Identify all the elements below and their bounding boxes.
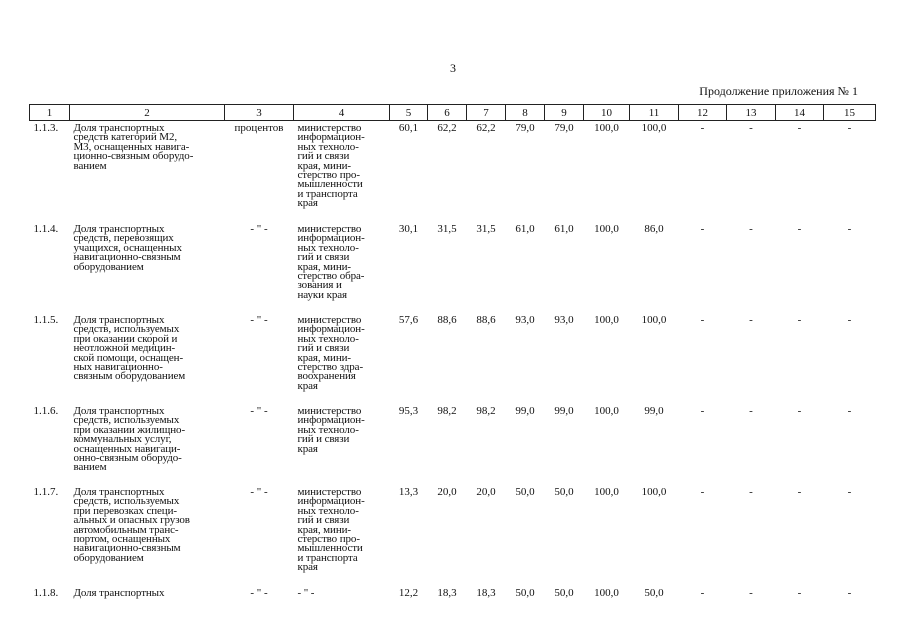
row-code: 1.1.3. <box>33 122 59 134</box>
indicator-value: 98,2 <box>437 405 457 417</box>
table-row <box>30 222 876 313</box>
unit-of-measure: - " - <box>250 405 268 417</box>
indicator-value: - <box>797 486 802 498</box>
indicator-value: 79,0 <box>554 122 574 134</box>
indicator-name: Доля транспортных средств, используемых при перевозках специ- альных и опасных грузов автомобильным транс- портом, оснащенных навигационно-связным оборудованием <box>73 486 190 564</box>
indicator-value: 100,0 <box>594 405 619 417</box>
unit-of-measure: процентов <box>234 122 284 134</box>
indicator-value: 31,5 <box>476 223 496 235</box>
indicator-value: 100,0 <box>641 314 667 326</box>
indicator-value: 61,0 <box>515 223 535 235</box>
table-row <box>30 485 876 586</box>
indicator-name: Доля транспортных средств, используемых при оказании скорой и неотложной медицин- ской помощи, оснащен- ных навигационно- связным оборудованием <box>73 314 186 383</box>
indicator-name: Доля транспортных средств, перевозящих учащихся, оснащенных навигационно-связным оборудованием <box>73 223 182 273</box>
indicator-value: - <box>797 223 802 235</box>
indicator-value: 99,0 <box>644 405 664 417</box>
indicator-value: - <box>847 405 852 417</box>
indicator-name: Доля транспортных <box>73 587 165 599</box>
indicator-value: - <box>700 587 705 599</box>
indicator-value: 88,6 <box>437 314 457 326</box>
page-number: 3 <box>450 61 456 75</box>
unit-of-measure: - " - <box>250 314 268 326</box>
indicator-value: 100,0 <box>594 223 619 235</box>
indicator-value: - <box>749 405 753 417</box>
indicator-value: - <box>797 314 802 326</box>
indicator-value: 100,0 <box>594 486 619 498</box>
indicator-value: 93,0 <box>554 314 574 326</box>
row-code: 1.1.7. <box>33 486 59 498</box>
table-row <box>30 313 876 404</box>
indicator-value: 100,0 <box>594 587 619 599</box>
indicator-value: 62,2 <box>476 122 496 134</box>
indicator-value: 100,0 <box>594 314 619 326</box>
responsible-executor: - " - <box>297 587 315 599</box>
column-header: 2 <box>70 105 225 121</box>
indicator-name: Доля транспортных средств категорий М2, М3, оснащенных навига- ционно-связным оборудо- ванием <box>73 122 194 172</box>
indicator-value: 61,0 <box>554 223 574 235</box>
indicator-value: 20,0 <box>437 486 457 498</box>
indicator-value: 100,0 <box>641 486 667 498</box>
indicator-value: - <box>700 122 705 134</box>
indicator-value: 50,0 <box>554 486 574 498</box>
column-header: 4 <box>294 105 390 121</box>
table-body <box>30 121 876 612</box>
responsible-executor: министерство информацион- ных техноло- гий и связи края, мини- стерство обра- зования и науки края <box>297 223 365 301</box>
column-header: 9 <box>545 105 584 121</box>
unit-of-measure: - " - <box>250 223 268 235</box>
appendix-continuation-note: Продолжение приложения № 1 <box>699 84 858 98</box>
column-header: 8 <box>506 105 545 121</box>
unit-of-measure: - " - <box>250 486 268 498</box>
indicator-value: - <box>847 314 852 326</box>
indicator-value: 86,0 <box>644 223 664 235</box>
indicator-value: 95,3 <box>398 405 419 417</box>
indicator-value: - <box>847 223 852 235</box>
indicator-value: - <box>847 122 852 134</box>
indicator-value: - <box>749 314 753 326</box>
column-header: 12 <box>679 105 727 121</box>
indicator-value: 12,2 <box>398 587 419 599</box>
indicators-table <box>29 104 876 611</box>
indicator-value: - <box>749 486 753 498</box>
indicator-value: - <box>749 223 753 235</box>
indicator-value: - <box>797 587 802 599</box>
column-header: 11 <box>630 105 679 121</box>
indicator-value: - <box>749 587 753 599</box>
indicator-value: 20,0 <box>476 486 496 498</box>
indicator-value: 18,3 <box>476 587 496 599</box>
responsible-executor: министерство информацион- ных техноло- гий и связи края <box>297 405 365 455</box>
column-header: 6 <box>428 105 467 121</box>
indicator-value: - <box>797 405 802 417</box>
column-header: 10 <box>584 105 630 121</box>
responsible-executor: министерство информацион- ных техноло- гий и связи края, мини- стерство про- мышленности и транспорта края <box>297 122 365 210</box>
table-header-row <box>30 105 876 121</box>
indicator-value: 13,3 <box>398 486 419 498</box>
indicator-value: 31,5 <box>437 223 457 235</box>
indicator-value: 50,0 <box>554 587 574 599</box>
indicator-value: 99,0 <box>515 405 535 417</box>
column-header: 15 <box>824 105 876 121</box>
column-header: 3 <box>225 105 294 121</box>
indicator-value: 50,0 <box>515 486 535 498</box>
table-row <box>30 404 876 485</box>
column-header: 5 <box>390 105 428 121</box>
column-header: 1 <box>30 105 70 121</box>
row-code: 1.1.6. <box>33 405 59 417</box>
row-code: 1.1.4. <box>33 223 59 235</box>
responsible-executor: министерство информацион- ных техноло- гий и связи края, мини- стерство про- мышленности и транспорта края <box>297 486 365 574</box>
column-header: 7 <box>467 105 506 121</box>
indicator-value: 93,0 <box>515 314 535 326</box>
column-header: 14 <box>776 105 824 121</box>
row-code: 1.1.5. <box>33 314 59 326</box>
indicator-value: 99,0 <box>554 405 574 417</box>
indicator-value: - <box>797 122 802 134</box>
indicator-value: 88,6 <box>476 314 496 326</box>
indicator-value: - <box>700 486 705 498</box>
indicator-value: 60,1 <box>398 122 419 134</box>
indicator-value: 100,0 <box>594 122 619 134</box>
indicator-value: 79,0 <box>515 122 535 134</box>
indicator-value: 62,2 <box>437 122 457 134</box>
indicator-value: 18,3 <box>437 587 457 599</box>
indicator-value: - <box>700 223 705 235</box>
indicator-value: - <box>749 122 753 134</box>
indicator-name: Доля транспортных средств, используемых при оказании жилищно- коммунальных услуг, оснащенных навигаци- онно-связным оборудо- ванием <box>73 405 186 474</box>
indicator-value: 100,0 <box>641 122 667 134</box>
indicator-value: - <box>847 587 852 599</box>
indicator-value: 57,6 <box>398 314 419 326</box>
indicator-value: - <box>847 486 852 498</box>
unit-of-measure: - " - <box>250 587 268 599</box>
indicator-value: 50,0 <box>644 587 664 599</box>
indicator-value: 98,2 <box>476 405 496 417</box>
responsible-executor: министерство информацион- ных техноло- гий и связи края, мини- стерство здра- воохранения края <box>297 314 365 392</box>
indicator-value: 30,1 <box>398 223 419 235</box>
column-header: 13 <box>727 105 776 121</box>
indicator-value: - <box>700 405 705 417</box>
indicator-value: - <box>700 314 705 326</box>
table-row <box>30 121 876 223</box>
row-code: 1.1.8. <box>33 587 59 599</box>
table-row <box>30 586 876 611</box>
indicator-value: 50,0 <box>515 587 535 599</box>
